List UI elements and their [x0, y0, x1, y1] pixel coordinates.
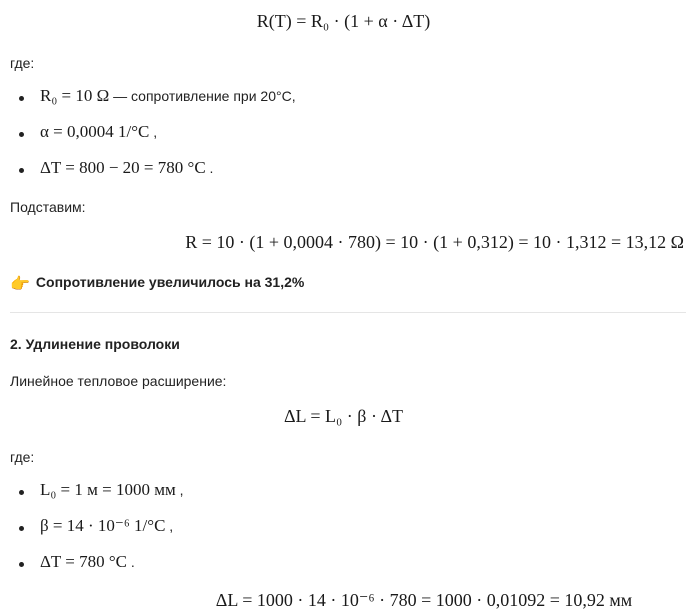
list-item: L₀ = 1 м = 1000 мм ,: [40, 480, 184, 499]
bullet-dot: [19, 132, 24, 137]
formula-substituted: R = 10 · (1 + 0,0004 · 780) = 10 · (1 + 0,312) = 10 · 1,312 = 13,12 Ω: [185, 232, 684, 252]
section-divider: [10, 312, 686, 313]
list-item: R₀ = 10 Ω — сопротивление при 20°C,: [40, 86, 296, 105]
formula-expansion: ΔL = L₀ · β · ΔT: [283, 406, 404, 426]
list-item: α = 0,0004 1/°C ,: [40, 122, 158, 141]
bullet-dot: [19, 96, 24, 101]
bullet-dot: [19, 168, 24, 173]
linear-expansion-label: Линейное тепловое расширение:: [10, 373, 227, 389]
formula-resistance: R(T) = R₀ · (1 + α · ΔT): [256, 11, 431, 31]
pointing-hand-icon: 👉: [10, 276, 30, 293]
where-label-1: где:: [10, 55, 35, 71]
bullet-dot: [19, 526, 24, 531]
list-item: β = 14 · 10⁻⁶ 1/°C ,: [40, 516, 174, 535]
bullet-dot: [19, 562, 24, 567]
list-item: ΔT = 780 °C .: [40, 552, 135, 571]
callout-result: 👉 Сопротивление увеличилось на 31,2%: [10, 274, 305, 293]
formula-final: ΔL = 1000 · 14 · 10⁻⁶ · 780 = 1000 · 0,01092 = 10,92 мм: [215, 590, 633, 610]
where-label-2: где:: [10, 449, 35, 465]
bullet-dot: [19, 490, 24, 495]
substitute-label: Подставим:: [10, 199, 86, 215]
list-item: ΔT = 800 − 20 = 780 °C .: [40, 158, 214, 177]
section-title: 2. Удлинение проволоки: [10, 336, 180, 352]
